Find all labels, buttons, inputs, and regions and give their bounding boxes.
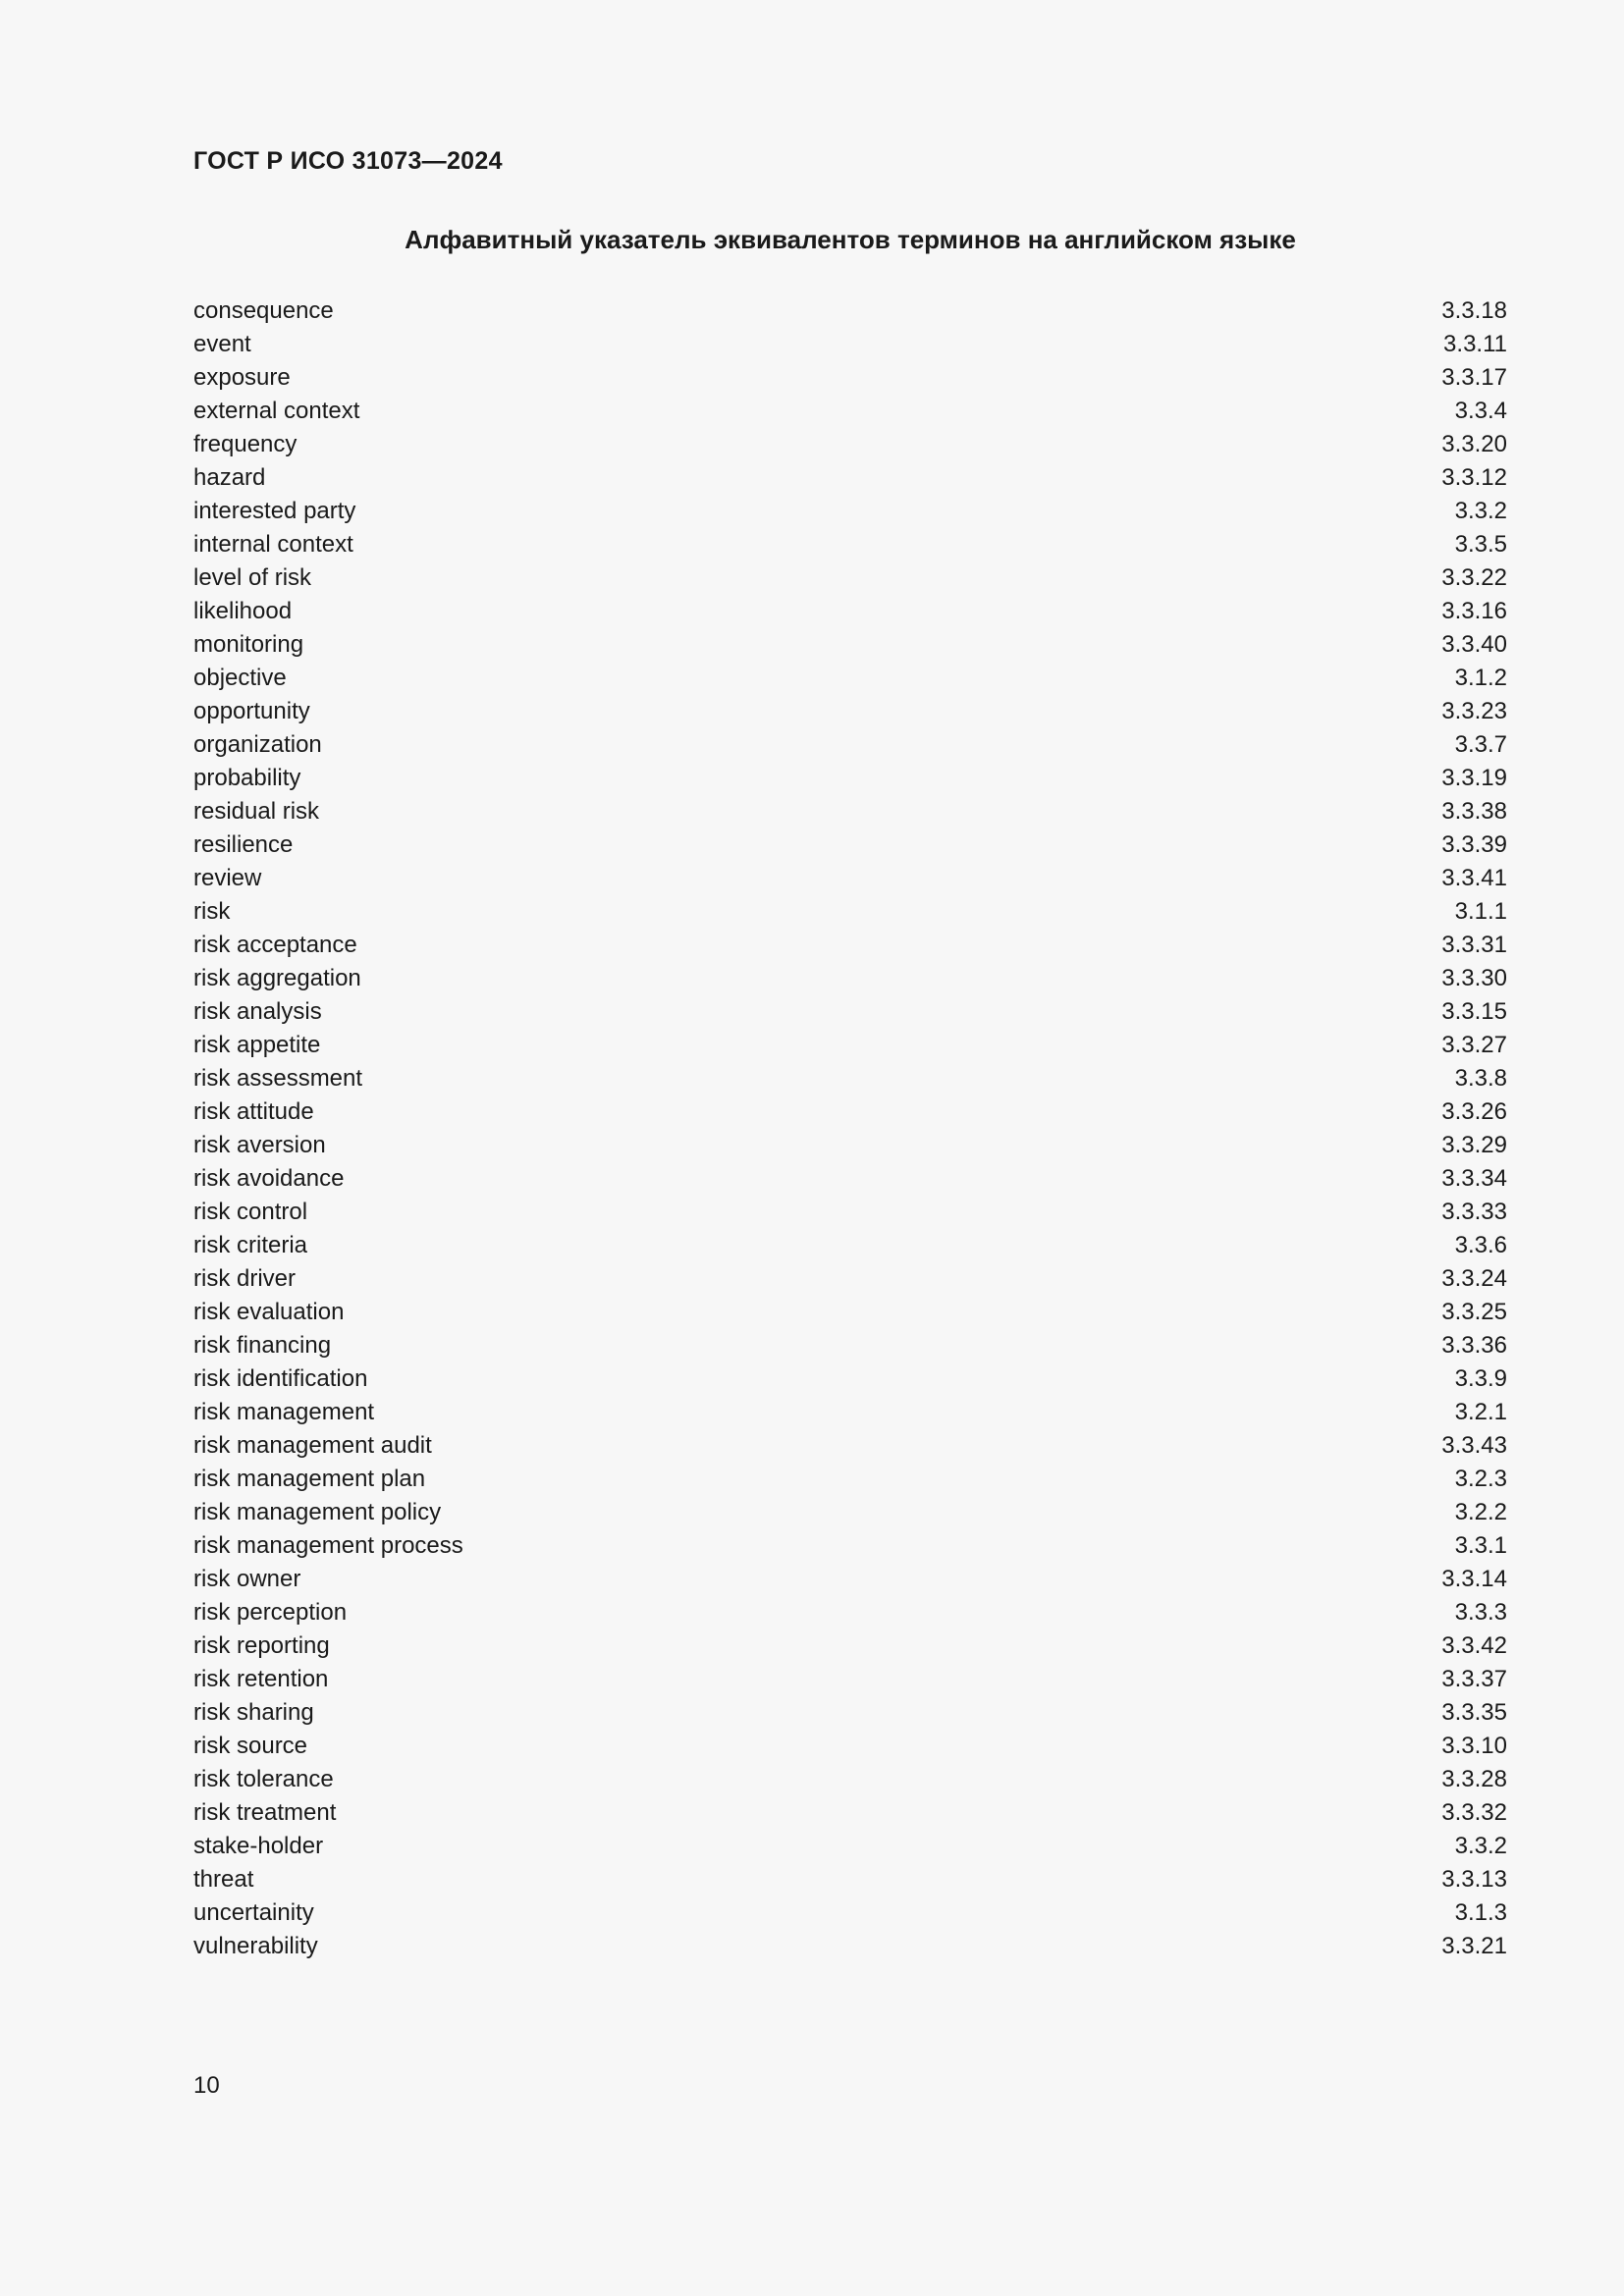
index-term: uncertainity: [193, 1899, 314, 1926]
index-reference: 3.3.22: [1441, 564, 1507, 591]
index-reference: 3.3.8: [1454, 1065, 1507, 1092]
index-term: risk analysis: [193, 998, 322, 1025]
index-row: [193, 1696, 1507, 1730]
index-reference: 3.3.2: [1454, 1833, 1507, 1859]
index-row: [193, 495, 1507, 528]
index-reference: 3.3.42: [1441, 1632, 1507, 1659]
index-row: [193, 595, 1507, 628]
index-term: risk reporting: [193, 1632, 330, 1659]
index-term: risk aggregation: [193, 965, 361, 991]
index-reference: 3.2.3: [1454, 1466, 1507, 1492]
index-reference: 3.3.17: [1441, 364, 1507, 391]
index-reference: 3.3.39: [1441, 831, 1507, 858]
index-term: risk acceptance: [193, 932, 357, 958]
index-reference: 3.3.19: [1441, 765, 1507, 791]
index-reference: 3.3.21: [1441, 1933, 1507, 1959]
index-reference: 3.3.12: [1441, 464, 1507, 491]
index-row: [193, 762, 1507, 795]
index-term: consequence: [193, 297, 334, 324]
index-row: [193, 1930, 1507, 1963]
index-row: [193, 862, 1507, 895]
index-row: [193, 1629, 1507, 1663]
index-term: risk financing: [193, 1332, 332, 1359]
index-term: resilience: [193, 831, 294, 858]
index-reference: 3.3.28: [1441, 1766, 1507, 1792]
index-row: [193, 1196, 1507, 1229]
index-row: [193, 929, 1507, 962]
index-row: [193, 1730, 1507, 1763]
index-term: frequency: [193, 431, 298, 457]
index-reference: 3.3.13: [1441, 1866, 1507, 1893]
index-row: [193, 995, 1507, 1029]
index-term: risk source: [193, 1733, 308, 1759]
index-reference: 3.3.30: [1441, 965, 1507, 991]
index-term: exposure: [193, 364, 291, 391]
index-reference: 3.3.43: [1441, 1432, 1507, 1459]
index-term: review: [193, 865, 262, 891]
index-row: [193, 1596, 1507, 1629]
index-reference: 3.3.18: [1441, 297, 1507, 324]
index-row: [193, 728, 1507, 762]
index-reference: 3.3.34: [1441, 1165, 1507, 1192]
index-reference: 3.3.41: [1441, 865, 1507, 891]
index-row: [193, 828, 1507, 862]
index-term: probability: [193, 765, 301, 791]
index-row: [193, 328, 1507, 361]
index-row: [193, 662, 1507, 695]
index-reference: 3.3.2: [1454, 498, 1507, 524]
index-reference: 3.3.11: [1443, 331, 1507, 357]
index-term: likelihood: [193, 598, 293, 624]
index-reference: 3.3.36: [1441, 1332, 1507, 1359]
index-term: opportunity: [193, 698, 310, 724]
index-row: [193, 1896, 1507, 1930]
index-term: risk management policy: [193, 1499, 442, 1525]
index-reference: 3.3.3: [1454, 1599, 1507, 1626]
index-term: organization: [193, 731, 322, 758]
index-term: risk control: [193, 1199, 308, 1225]
index-row: [193, 461, 1507, 495]
index-term: risk driver: [193, 1265, 297, 1292]
index-row: [193, 1563, 1507, 1596]
index-term: event: [193, 331, 251, 357]
index-row: [193, 561, 1507, 595]
index-reference: 3.3.25: [1441, 1299, 1507, 1325]
index-row: [193, 1262, 1507, 1296]
index-row: [193, 1763, 1507, 1796]
term-index-list: [193, 294, 1507, 1963]
index-term: risk avoidance: [193, 1165, 345, 1192]
index-reference: 3.3.27: [1441, 1032, 1507, 1058]
index-reference: 3.3.20: [1441, 431, 1507, 457]
index-reference: 3.3.9: [1454, 1365, 1507, 1392]
index-reference: 3.3.29: [1441, 1132, 1507, 1158]
index-row: [193, 895, 1507, 929]
index-row: [193, 428, 1507, 461]
index-term: threat: [193, 1866, 254, 1893]
index-reference: 3.3.38: [1441, 798, 1507, 825]
index-reference: 3.3.40: [1441, 631, 1507, 658]
index-row: [193, 1429, 1507, 1463]
index-row: [193, 1396, 1507, 1429]
index-row: [193, 1796, 1507, 1830]
index-row: [193, 1229, 1507, 1262]
index-term: risk assessment: [193, 1065, 363, 1092]
index-row: [193, 795, 1507, 828]
index-reference: 3.1.1: [1454, 898, 1507, 925]
index-row: [193, 628, 1507, 662]
index-term: internal context: [193, 531, 353, 558]
index-term: residual risk: [193, 798, 320, 825]
page-title: Алфавитный указатель эквивалентов терминов на английском языке: [405, 225, 1296, 254]
index-term: monitoring: [193, 631, 304, 658]
index-reference: 3.3.23: [1441, 698, 1507, 724]
index-reference: 3.2.1: [1454, 1399, 1507, 1425]
index-row: [193, 1863, 1507, 1896]
index-row: [193, 1029, 1507, 1062]
index-term: risk identification: [193, 1365, 368, 1392]
index-term: stake-holder: [193, 1833, 324, 1859]
index-row: [193, 528, 1507, 561]
index-reference: 3.3.15: [1441, 998, 1507, 1025]
index-row: [193, 1329, 1507, 1362]
index-reference: 3.3.31: [1441, 932, 1507, 958]
index-reference: 3.3.10: [1441, 1733, 1507, 1759]
index-reference: 3.2.2: [1454, 1499, 1507, 1525]
index-row: [193, 1095, 1507, 1129]
index-term: level of risk: [193, 564, 312, 591]
index-term: hazard: [193, 464, 266, 491]
index-term: vulnerability: [193, 1933, 318, 1959]
index-term: risk aversion: [193, 1132, 326, 1158]
index-reference: 3.3.35: [1441, 1699, 1507, 1726]
index-term: risk perception: [193, 1599, 348, 1626]
index-term: risk attitude: [193, 1098, 314, 1125]
index-row: [193, 1162, 1507, 1196]
index-reference: 3.1.3: [1454, 1899, 1507, 1926]
index-reference: 3.1.2: [1454, 665, 1507, 691]
index-row: [193, 1129, 1507, 1162]
index-term: objective: [193, 665, 287, 691]
index-term: risk retention: [193, 1666, 329, 1692]
index-reference: 3.3.14: [1441, 1566, 1507, 1592]
index-row: [193, 395, 1507, 428]
index-term: risk: [193, 898, 231, 925]
index-row: [193, 1496, 1507, 1529]
index-reference: 3.3.4: [1454, 398, 1507, 424]
index-term: risk management audit: [193, 1432, 432, 1459]
index-reference: 3.3.37: [1441, 1666, 1507, 1692]
index-term: risk treatment: [193, 1799, 337, 1826]
index-row: [193, 1463, 1507, 1496]
index-reference: 3.3.7: [1454, 731, 1507, 758]
index-term: risk management plan: [193, 1466, 426, 1492]
index-row: [193, 695, 1507, 728]
index-term: risk management: [193, 1399, 375, 1425]
index-row: [193, 294, 1507, 328]
index-reference: 3.3.5: [1454, 531, 1507, 558]
index-row: [193, 1296, 1507, 1329]
index-reference: 3.3.32: [1441, 1799, 1507, 1826]
index-term: risk criteria: [193, 1232, 308, 1258]
index-reference: 3.3.1: [1454, 1532, 1507, 1559]
index-term: interested party: [193, 498, 356, 524]
index-row: [193, 1830, 1507, 1863]
index-term: risk appetite: [193, 1032, 321, 1058]
index-reference: 3.3.33: [1441, 1199, 1507, 1225]
page-number: 10: [193, 2072, 220, 2099]
index-row: [193, 1362, 1507, 1396]
document-id-header: ГОСТ Р ИСО 31073—2024: [193, 147, 503, 175]
index-row: [193, 1062, 1507, 1095]
index-reference: 3.3.6: [1454, 1232, 1507, 1258]
index-reference: 3.3.24: [1441, 1265, 1507, 1292]
index-row: [193, 361, 1507, 395]
index-row: [193, 1663, 1507, 1696]
index-reference: 3.3.26: [1441, 1098, 1507, 1125]
index-row: [193, 1529, 1507, 1563]
index-term: risk owner: [193, 1566, 301, 1592]
index-row: [193, 962, 1507, 995]
index-term: risk sharing: [193, 1699, 314, 1726]
index-term: risk evaluation: [193, 1299, 345, 1325]
index-reference: 3.3.16: [1441, 598, 1507, 624]
index-term: risk tolerance: [193, 1766, 334, 1792]
index-term: external context: [193, 398, 360, 424]
index-term: risk management process: [193, 1532, 463, 1559]
